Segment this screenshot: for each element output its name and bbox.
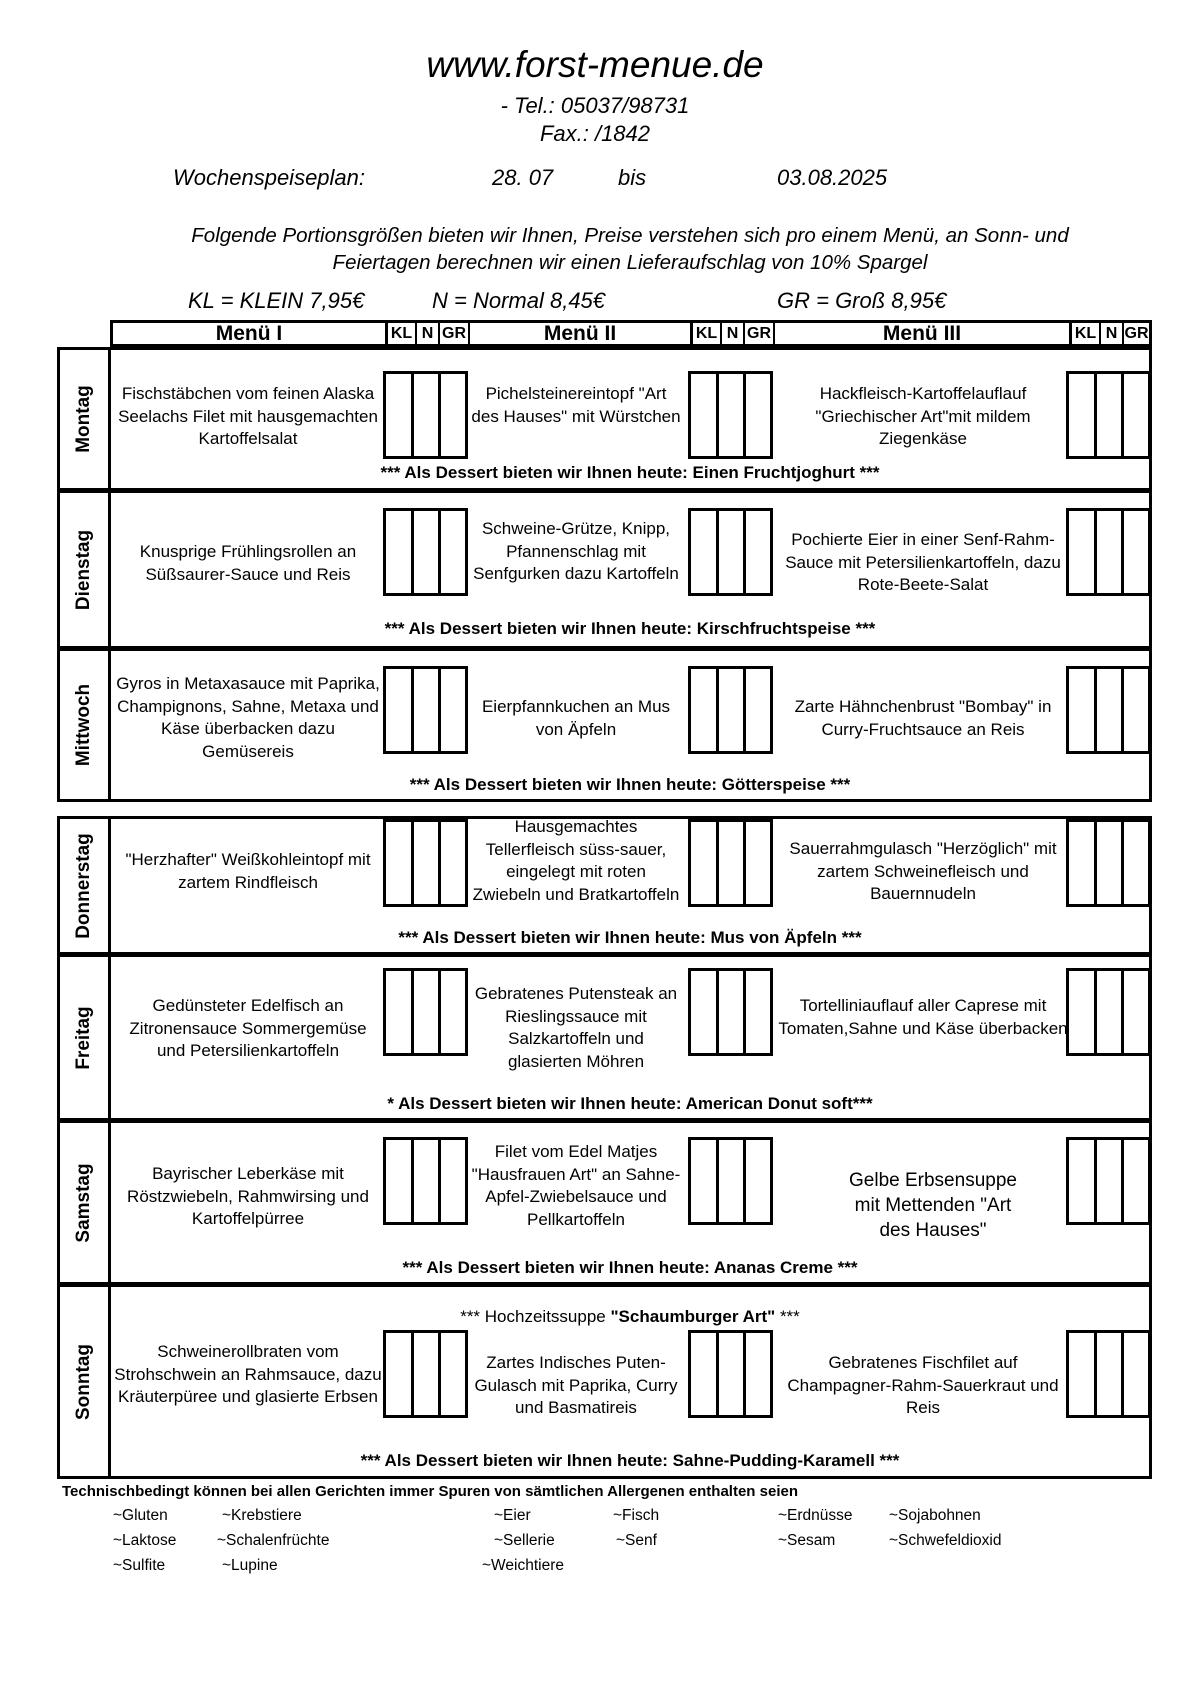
menu2-header: Menü II — [468, 323, 690, 344]
day-block-dienstag — [57, 490, 1152, 649]
menu2-dish: Gebratenes Putensteak an Rieslingssauce mit Salzkartoffeln und glasierten Möhren — [474, 984, 678, 1071]
n-header: N — [415, 323, 438, 344]
plan-label: Wochenspeiseplan: — [173, 165, 366, 190]
day-block-freitag — [57, 954, 1152, 1121]
column-header-row — [110, 320, 1152, 347]
order-boxes-menu1[interactable] — [383, 666, 468, 754]
order-boxes-menu2[interactable] — [688, 1330, 773, 1418]
price-small: KL = KLEIN 7,95€ — [188, 288, 365, 313]
dessert-line: *** Als Dessert bieten wir Ihnen heute: Mus von Äpfeln *** — [398, 928, 862, 947]
menu3-dish: Zarte Hähnchenbrust "Bombay" in Curry-Fruchtsauce an Reis — [794, 697, 1052, 739]
price-normal: N = Normal 8,45€ — [432, 288, 606, 313]
gr-header: GR — [743, 323, 773, 344]
day-block-sonntag — [57, 1284, 1152, 1479]
order-boxes-menu3[interactable] — [1066, 1330, 1151, 1418]
day-label: Dienstag — [60, 493, 111, 646]
soup-line: *** Hochzeitssuppe "Schaumburger Art" *** — [460, 1307, 800, 1326]
day-block-montag — [57, 347, 1152, 491]
soup-name: "Schaumburger Art" — [610, 1307, 776, 1326]
menu2-dish: Eierpfannkuchen an Mus von Äpfeln — [481, 697, 671, 739]
allergen-item: ~Senf — [616, 1532, 657, 1549]
dessert-line: *** Als Dessert bieten wir Ihnen heute: Sahne-Pudding-Karamell *** — [360, 1451, 900, 1470]
allergen-item: ~Eier — [494, 1507, 531, 1524]
menu2-dish: Zartes Indisches Puten-Gulasch mit Paprika, Curry und Basmatireis — [474, 1353, 678, 1417]
allergen-item: ~Sesam — [778, 1532, 836, 1549]
order-boxes-menu3[interactable] — [1066, 666, 1151, 754]
order-boxes-menu2[interactable] — [688, 666, 773, 754]
dessert-line: * Als Dessert bieten wir Ihnen heute: American Donut soft*** — [387, 1094, 873, 1113]
order-boxes-menu1[interactable] — [383, 371, 468, 459]
menu2-dish: Schweine-Grütze, Knipp, Pfannenschlag mit Senfgurken dazu Kartoffeln — [473, 519, 679, 583]
dessert-line: *** Als Dessert bieten wir Ihnen heute: Kirschfruchtspeise *** — [384, 619, 876, 638]
allergen-item: ~Gluten — [113, 1507, 168, 1524]
menu1-dish: "Herzhafter" Weißkohleintopf mit zartem Rindfleisch — [125, 850, 371, 892]
menu1-dish: Schweinerollbraten vom Strohschwein an Rahmsauce, dazu Kräuterpüree und glasierte Erbsen — [114, 1342, 382, 1406]
day-label: Montag — [60, 350, 111, 488]
order-boxes-menu1[interactable] — [383, 508, 468, 596]
order-boxes-menu3[interactable] — [1066, 819, 1151, 907]
order-boxes-menu1[interactable] — [383, 819, 468, 907]
date-separator: bis — [618, 165, 647, 190]
allergen-item: ~Schalenfrüchte — [217, 1532, 330, 1549]
day-block-donnerstag — [57, 816, 1152, 955]
allergen-item: ~Lupine — [222, 1557, 278, 1574]
menu2-dish: Filet vom Edel Matjes "Hausfrauen Art" an Sahne-Apfel-Zwiebelsauce und Pellkartoffeln — [471, 1142, 681, 1229]
order-boxes-menu2[interactable] — [688, 508, 773, 596]
menu2-dish: Pichelsteinereintopf "Art des Hauses" mit Würstchen — [471, 384, 681, 426]
allergen-item: ~Erdnüsse — [778, 1507, 853, 1524]
order-boxes-menu2[interactable] — [688, 968, 773, 1056]
order-boxes-menu1[interactable] — [383, 968, 468, 1056]
menu2-dish: Hausgemachtes Tellerfleisch süss-sauer, eingelegt mit roten Zwiebeln und Bratkartoffeln — [472, 817, 680, 904]
menu3-dish: Sauerrahmgulasch "Herzöglich" mit zartem Schweinefleisch und Bauernnudeln — [789, 839, 1057, 903]
gr-header: GR — [438, 323, 468, 344]
gr-header: GR — [1122, 323, 1149, 344]
menu1-dish: Bayrischer Leberkäse mit Röstzwiebeln, Rahmwirsing und Kartoffelpürree — [127, 1164, 369, 1228]
day-label: Freitag — [60, 957, 111, 1118]
allergen-item: ~Sojabohnen — [889, 1507, 981, 1524]
menu3-dish: Hackfleisch-Kartoffelauflauf "Griechischer Art"mit mildem Ziegenkäse — [815, 384, 1031, 448]
dessert-line: *** Als Dessert bieten wir Ihnen heute: Götterspeise *** — [409, 775, 851, 794]
day-block-mittwoch — [57, 648, 1152, 802]
date-to: 03.08.2025 — [777, 165, 888, 190]
dessert-line: *** Als Dessert bieten wir Ihnen heute: Einen Fruchtjoghurt *** — [380, 463, 880, 482]
date-from: 28. 07 — [492, 165, 554, 190]
intro-text: Folgende Portionsgrößen bieten wir Ihnen, Preise verstehen sich pro einem Menü, an Sonn- und Feiertagen berechnen wir einen Lieferaufschlag von 10% Spargel — [191, 224, 1069, 274]
day-label: Mittwoch — [60, 651, 111, 799]
allergen-item: ~Fisch — [613, 1507, 660, 1524]
day-label: Donnerstag — [60, 819, 111, 952]
menu3-dish: Gelbe Erbsensuppe mit Mettenden "Art des Hauses" — [849, 1170, 1017, 1241]
allergen-item: ~Krebstiere — [222, 1507, 302, 1524]
order-boxes-menu1[interactable] — [383, 1137, 468, 1225]
allergen-item: ~Schwefeldioxid — [889, 1532, 1002, 1549]
price-large: GR = Groß 8,95€ — [777, 288, 947, 313]
dessert-line: *** Als Dessert bieten wir Ihnen heute: Ananas Creme *** — [402, 1258, 858, 1277]
menu1-dish: Gyros in Metaxasauce mit Paprika, Champignons, Sahne, Metaxa und Käse überbacken dazu Gemüsereis — [116, 674, 380, 761]
kl-header: KL — [1069, 323, 1099, 344]
order-boxes-menu3[interactable] — [1066, 968, 1151, 1056]
telephone: - Tel.: 05037/98731 — [500, 93, 690, 118]
menu1-header: Menü I — [215, 321, 283, 345]
kl-header: KL — [690, 323, 720, 344]
fax: Fax.: /1842 — [539, 121, 651, 146]
day-label: Sonntag — [60, 1287, 111, 1476]
allergen-item: ~Sulfite — [113, 1557, 166, 1574]
day-label: Samstag — [60, 1123, 111, 1282]
order-boxes-menu2[interactable] — [688, 1137, 773, 1225]
order-boxes-menu3[interactable] — [1066, 1137, 1151, 1225]
order-boxes-menu1[interactable] — [383, 1330, 468, 1418]
menu1-dish: Gedünsteter Edelfisch an Zitronensauce Sommergemüse und Petersilienkartoffeln — [129, 996, 367, 1060]
order-boxes-menu3[interactable] — [1066, 508, 1151, 596]
allergen-item: ~Laktose — [113, 1532, 177, 1549]
n-header: N — [720, 323, 743, 344]
allergen-item: ~Weichtiere — [482, 1557, 564, 1574]
order-boxes-menu3[interactable] — [1066, 371, 1151, 459]
day-block-samstag — [57, 1120, 1152, 1285]
kl-header: KL — [385, 323, 415, 344]
order-boxes-menu2[interactable] — [688, 819, 773, 907]
allergen-item: ~Sellerie — [494, 1532, 555, 1549]
menu3-dish: Tortelliniauflauf aller Caprese mit Tomaten,Sahne und Käse überbacken — [778, 996, 1068, 1038]
menu3-dish: Pochierte Eier in einer Senf-Rahm-Sauce mit Petersilienkartoffeln, dazu Rote-Beete-Salat — [785, 530, 1061, 594]
menu3-dish: Gebratenes Fischfilet auf Champagner-Rahm-Sauerkraut und Reis — [787, 1353, 1059, 1417]
n-header: N — [1099, 323, 1122, 344]
menu1-dish: Knusprige Frühlingsrollen an Süßsaurer-Sauce und Reis — [139, 542, 357, 584]
menu3-header: Menü III — [773, 323, 1069, 344]
allergen-note: Technischbedingt können bei allen Gerichten immer Spuren von sämtlichen Allergenen enthalten seien — [62, 1483, 798, 1500]
website-title: www.forst-menue.de — [426, 44, 764, 85]
order-boxes-menu2[interactable] — [688, 371, 773, 459]
menu1-dish: Fischstäbchen vom feinen Alaska Seelachs Filet mit hausgemachten Kartoffelsalat — [118, 384, 378, 448]
